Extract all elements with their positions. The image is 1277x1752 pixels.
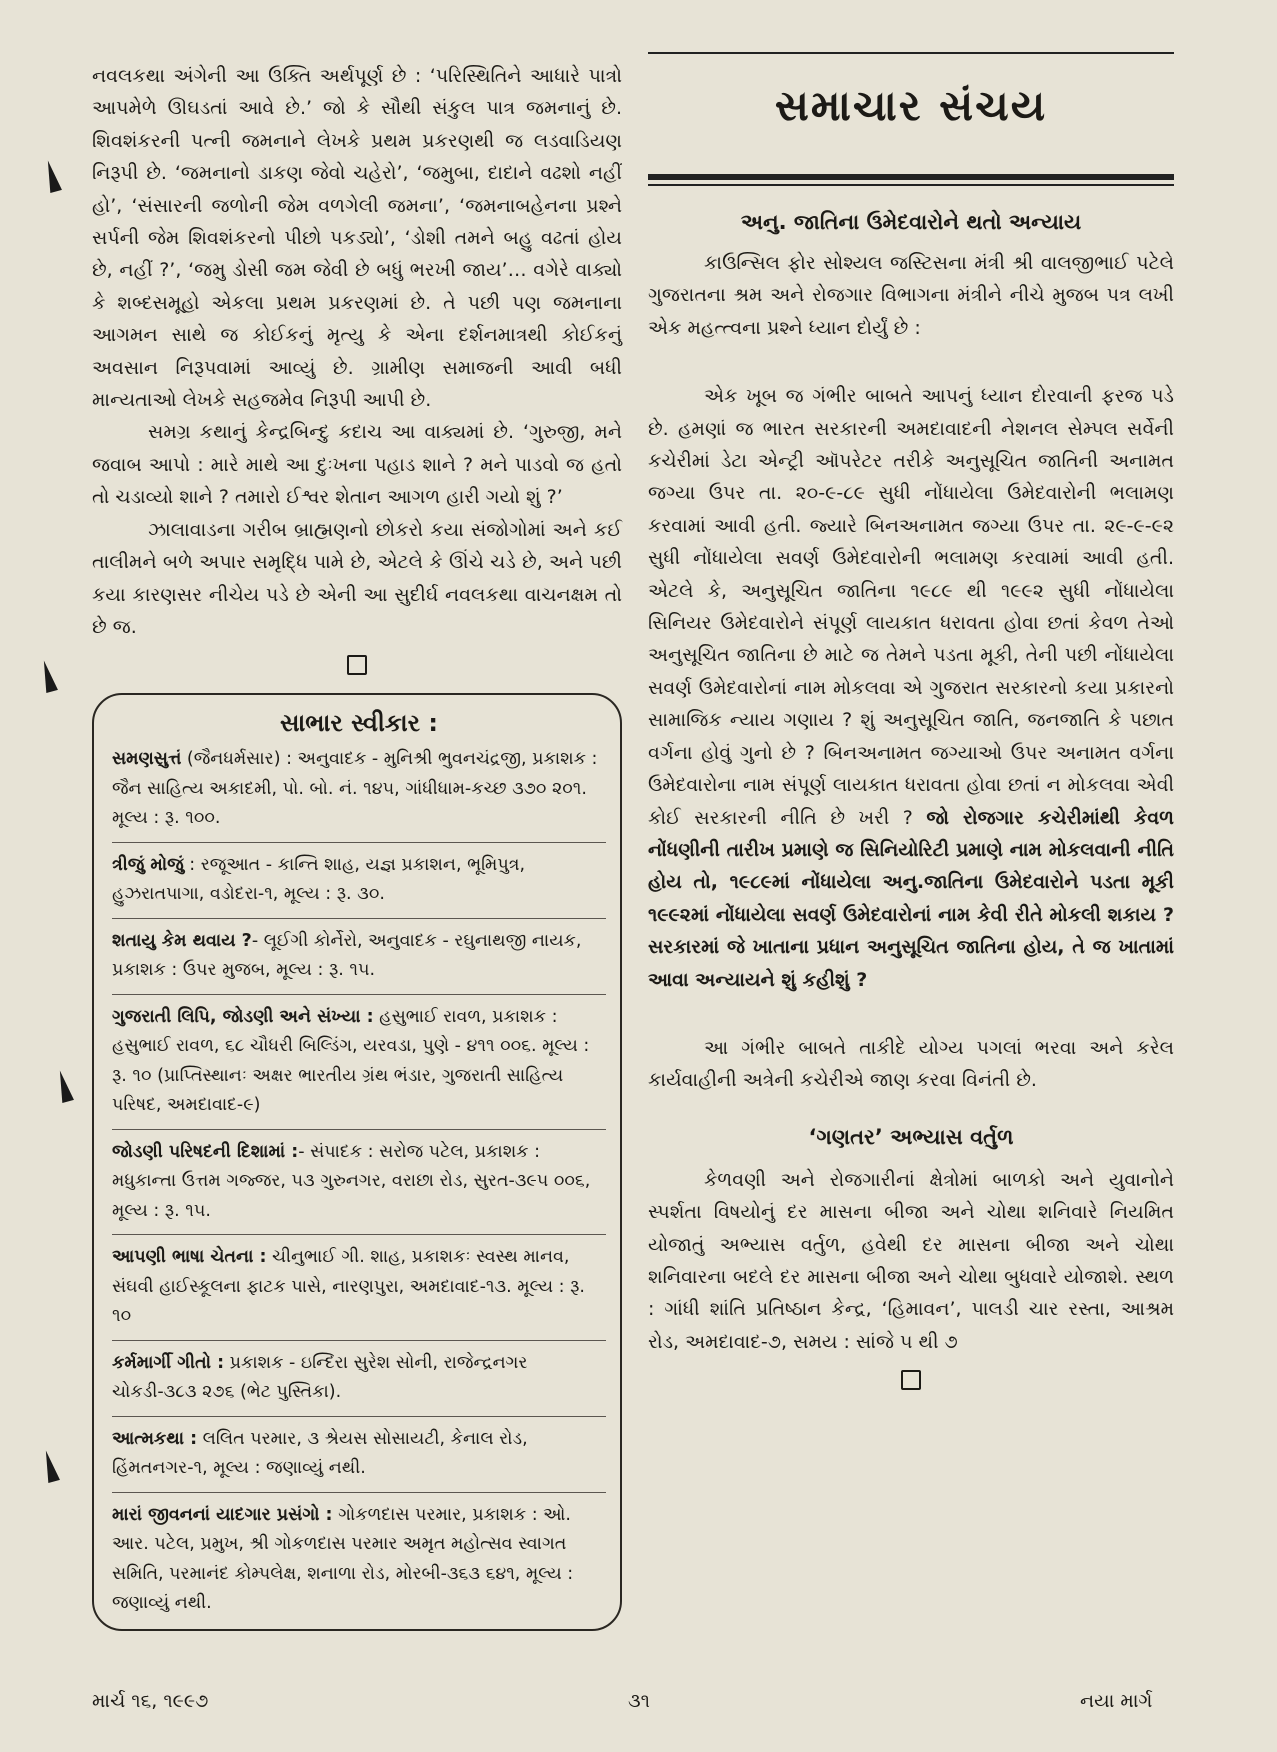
acknowledgement-box bbox=[92, 693, 622, 1631]
letter-body-emphasis: જો રોજગાર કચેરીમાંથી કેવળ નોંધણીની તારીખ પ્રમાણે જ સિનિયોરિટી પ્રમાણે નામ મોકલવાની નીતિ હોય તો, ૧૯૮૯માં નોંધાયેલા અનુ.જાતિના ઉમેદવારોને પડતા મૂકી ૧૯૯૨માં નોંધાયેલા સવર્ણ ઉમેદવારોનાં નામ કેવી રીતે મોકલી શકાય ? સરકારમાં જે ખાતાના પ્રધાન અનુસૂચિત જાતિના હોય, તે જ ખાતામાં આવા અન્યાયને શું કહીશું ? bbox=[648, 806, 1175, 991]
ack-item bbox=[112, 851, 606, 919]
ack-item-title: શતાયુ કેમ થવાય ? bbox=[112, 930, 252, 951]
top-divider bbox=[648, 52, 1174, 54]
ack-item-title: જોડણી પરિષદની દિશામાં : bbox=[112, 1141, 299, 1162]
review-paragraph-3: ઝાલાવાડના ગરીબ બ્રાહ્મણનો છોકરો કયા સંજોગોમાં અને કઈ તાલીમને બળે અપાર સમૃદ્ધિ પામે છે, એટલે કે ઊંચે ચડે છે, અને પછી કયા કારણસર નીચેય પડે છે એની આ સુદીર્ઘ નવલકથા વાચનક્ષમ તો છે જ. bbox=[92, 518, 622, 638]
left-column bbox=[92, 60, 622, 1631]
ack-item bbox=[112, 1243, 606, 1341]
study-circle-body: કેળવણી અને રોજગારીનાં ક્ષેત્રોમાં બાળકો અને યુવાનોને સ્પર્શતા વિષયોનું દર માસના બીજા અને ચોથા શનિવારે નિયમિત યોજાતું અભ્યાસ વર્તુળ, હવેથી દર માસના બીજા અને ચોથા શનિવારના બદલે દર માસના બીજા અને ચોથા બુધવારે યોજાશે. સ્થળ : ગાંધી શાંતિ પ્રતિષ્ઠાન કેન્દ્ર, ‘હિમાવન’, પાલડી ચાર રસ્તા, આશ્રમ રોડ, અમદાવાદ-૭, સમય : સાંજે ૫ થી ૭ bbox=[648, 1168, 1174, 1353]
ack-item bbox=[112, 1425, 606, 1493]
ack-item-details: : રજૂઆત - કાન્તિ શાહ, યજ્ઞ પ્રકાશન, ભૂમિપુત્ર, હુઝરાતપાગા, વડોદરા-૧, મૂલ્ય : રૂ. ૩૦. bbox=[112, 854, 526, 905]
ack-item-details: - સંપાદક : સરોજ પટેલ, પ્રકાશક : મધુકાન્તા ઉત્તમ ગજ્જર, ૫૩ ગુરુનગર, વરાછા રોડ, સુરત-૩૯૫ ૦૦૬, મૂલ્ય : રૂ. ૧૫. bbox=[112, 1141, 591, 1221]
end-of-article-mark bbox=[347, 655, 367, 675]
right-column bbox=[648, 52, 1174, 1390]
ack-item-details: (જૈનધર્મસાર) : અનુવાદક - મુનિશ્રી ભુવનચંદ્રજી, પ્રકાશક : જૈન સાહિત્ય અકાદમી, પો. બો. નં. ૧૪૫, ગાંધીધામ-કચ્છ ૩૭૦ ૨૦૧. મૂલ્ય : રૂ. ૧૦૦. bbox=[112, 749, 598, 829]
letter-body bbox=[648, 380, 1174, 996]
ack-item-details: - લૂઈગી કોર્નેરો, અનુવાદક - રઘુનાથજી નાયક, પ્રકાશક : ઉપર મુજબ, મૂલ્ય : રૂ. ૧૫. bbox=[112, 930, 582, 981]
end-of-article-mark bbox=[901, 1370, 921, 1390]
ack-item-title: કર્મમાર્ગી ગીતો : bbox=[112, 1352, 225, 1373]
section-title: સમાચાર સંચય bbox=[774, 81, 1048, 130]
ack-item bbox=[112, 745, 606, 843]
magazine-name: નયા માર્ગ bbox=[1080, 1690, 1153, 1712]
ack-item-title: ત્રીજું મોજું bbox=[112, 854, 184, 875]
section-divider-thin bbox=[648, 184, 1174, 186]
ack-item bbox=[112, 1349, 606, 1417]
paragraph-gap bbox=[648, 996, 1174, 1032]
article-intro: કાઉન્સિલ ફોર સોશ્યલ જસ્ટિસના મંત્રી શ્રી વાલજીભાઈ પટેલે ગુજરાતના શ્રમ અને રોજગાર વિભાગના મંત્રીને નીચે મુજબ પત્ર લખી એક મહત્ત્વના પ્રશ્ને ધ્યાન દોર્યું છે : bbox=[648, 252, 1174, 339]
ack-item bbox=[112, 1003, 606, 1130]
ack-item-details: હસુભાઈ રાવળ, પ્રકાશક : હસુભાઈ રાવળ, ૬૮ ચૌધરી બિલ્ડિંગ, યરવડા, પુણે - ૪૧૧ ૦૦૬. મૂલ્ય : રૂ. ૧૦ (પ્રાપ્તિસ્થાનઃ અક્ષર ભારતીય ગ્રંથ ભંડાર, ગુજરાતી સાહિત્ય પરિષદ, અમદાવાદ-૯) bbox=[112, 1006, 590, 1116]
issue-date: માર્ચ ૧૬, ૧૯૯૭ bbox=[92, 1690, 209, 1712]
letter-closing: આ ગંભીર બાબતે તાકીદે યોગ્ય પગલાં ભરવા અને કરેલ કાર્યવાહીની અત્રેની કચેરીએ જાણ કરવા વિનંતી છે. bbox=[648, 1036, 1174, 1092]
ack-item-title: આત્મકથા : bbox=[112, 1428, 198, 1449]
ack-item bbox=[112, 927, 606, 995]
letter-body-text: એક ખૂબ જ ગંભીર બાબતે આપનું ધ્યાન દોરવાની ફરજ પડે છે. હમણાં જ ભારત સરકારની અમદાવાદની નેશનલ સેમ્પલ સર્વેની કચેરીમાં ડેટા એન્ટ્રી ઑપરેટર તરીકે અનુસૂચિત જાતિની અનામત જગ્યા ઉપર તા. ૨૦-૯-૮૯ સુધી નોંધાયેલા ઉમેદવારોની ભલામણ કરવામાં આવી હતી. જ્યારે બિનઅનામત જગ્યા ઉપર તા. ૨૯-૯-૯૨ સુધી નોંધાયેલા સવર્ણ ઉમેદવારોની ભલામણ કરવામાં આવી હતી. એટલે કે, અનુસૂચિત જાતિના ૧૯૮૯ થી ૧૯૯૨ સુધી નોંધાયેલા સિનિયર ઉમેદવારોને સંપૂર્ણ લાયકાત ધરાવતા હોવા છતાં કેવળ તેઓ અનુસૂચિત જાતિના છે માટે જ તેમને પડતા મૂકી, તેની પછી નોંધાયેલા સવર્ણ ઉમેદવારોનાં નામ મોકલવા એ ગુજરાત સરકારનો કયા પ્રકારનો સામાજિક ન્યાય ગણાય ? શું અનુસૂચિત જાતિ, જનજાતિ કે પછાત વર્ગના હોવું ગુનો છે ? બિનઅનામત જગ્યાઓ ઉપર અનામત વર્ગના ઉમેદવારોના નામ સંપૂર્ણ લાયકાત ધરાવતા હોવા છતાં ન મોકલવા એવી કોઈ સરકારની નીતિ છે ખરી ? bbox=[648, 385, 1174, 829]
ack-item-details: પ્રકાશક - ઇન્દિરા સુરેશ સોની, રાજેન્દ્રનગર ચોકડી-૩૮૩ ૨૭૬ (ભેટ પુસ્તિકા). bbox=[112, 1352, 528, 1403]
ack-item-title: મારાં જીવનનાં યાદગાર પ્રસંગો : bbox=[112, 1504, 333, 1525]
review-paragraph-2: સમગ્ર કથાનું કેન્દ્રબિન્દુ કદાચ આ વાક્યમાં છે. ‘ગુરુજી, મને જવાબ આપો : મારે માથે આ દુઃખના પહાડ શાને ? મને પાડવો જ હતો તો ચડાવ્યો શાને ? તમારો ઈશ્વર શેતાન આગળ હારી ગયો શું ?’ bbox=[92, 421, 622, 509]
scanner-mark bbox=[54, 1069, 74, 1103]
scanner-mark bbox=[42, 159, 62, 193]
ack-item-details: ગોકળદાસ પરમાર, પ્રકાશક : ઓ. આર. પટેલ, પ્રમુખ, શ્રી ગોકળદાસ પરમાર અમૃત મહોત્સવ સ્વાગત સમિતિ, પરમાનંદ કોમ્પલેક્ષ, શનાળા રોડ, મોરબી-૩૬૩ ૬૪૧, મૂલ્ય : જણાવ્યું નથી. bbox=[112, 1504, 574, 1614]
scanner-mark bbox=[40, 1449, 60, 1483]
ack-item-title: સમણસુત્તં bbox=[112, 749, 182, 770]
acknowledgement-title: સાભાર સ્વીકાર : bbox=[279, 709, 439, 738]
article-headline: ‘ગણતર’ અભ્યાસ વર્તુળ bbox=[808, 1124, 1014, 1149]
page-number: ૩૧ bbox=[628, 1690, 650, 1712]
scanner-mark bbox=[38, 659, 58, 693]
paragraph-gap bbox=[648, 344, 1174, 380]
article-headline: અનુ. જાતિના ઉમેદવારોને થતો અન્યાય bbox=[740, 210, 1082, 234]
ack-item bbox=[112, 1501, 606, 1619]
ack-item bbox=[112, 1138, 606, 1236]
ack-item-details: લલિત પરમાર, ૩ શ્રેયસ સોસાયટી, કેનાલ રોડ, હિંમતનગર-૧, મૂલ્ય : જણાવ્યું નથી. bbox=[112, 1428, 528, 1479]
ack-item-details: ચીનુભાઈ ગી. શાહ, પ્રકાશકઃ સ્વસ્થ માનવ, સંઘવી હાઈસ્કૂલના ફાટક પાસે, નારણપુરા, અમદાવાદ-૧૩. મૂલ્ય : રૂ. ૧૦ bbox=[112, 1247, 585, 1327]
section-divider-thick bbox=[648, 174, 1174, 180]
review-paragraph-1: નવલકથા અંગેની આ ઉક્તિ અર્થપૂર્ણ છે : ‘પરિસ્થિતિને આધારે પાત્રો આપમેળે ઊઘડતાં આવે છે.’ જો કે સૌથી સંકુલ પાત્ર જમનાનું છે. શિવશંકરની પત્ની જમનાને લેખકે પ્રથમ પ્રકરણથી જ લડવાડિયણ નિરૂપી છે. ‘જમનાનો ડાકણ જેવો ચહેરો’, ‘જમુબા, દાદાને વઢશો નહીં હો’, ‘સંસારની જળોની જેમ વળગેલી જમના’, ‘જમનાબહેનના પ્રશ્ને સર્પની જેમ શિવશંકરનો પીછો પકડ્યો’, ‘ડોશી તમને બહુ વઢતાં હોય છે, નહીં ?’, ‘જમુ ડોસી જમ જેવી છે બધું ભરખી જાય’… વગેરે વાક્યો કે શબ્દસમૂહો એકલા પ્રથમ પ્રકરણમાં છે. તે પછી પણ જમનાના આગમન સાથે જ કોઈકનું મૃત્યુ કે એના દર્શનમાત્રથી કોઈકનું અવસાન નિરૂપવામાં આવ્યું છે. ગ્રામીણ સમાજની આવી બધી માન્યતાઓ લેખકે સહજમેવ નિરૂપી આપી છે. bbox=[92, 65, 622, 412]
ack-item-title: ગુજરાતી લિપિ, જોડણી અને સંખ્યા : bbox=[112, 1006, 374, 1027]
ack-item-title: આપણી ભાષા ચેતના : bbox=[112, 1247, 267, 1268]
